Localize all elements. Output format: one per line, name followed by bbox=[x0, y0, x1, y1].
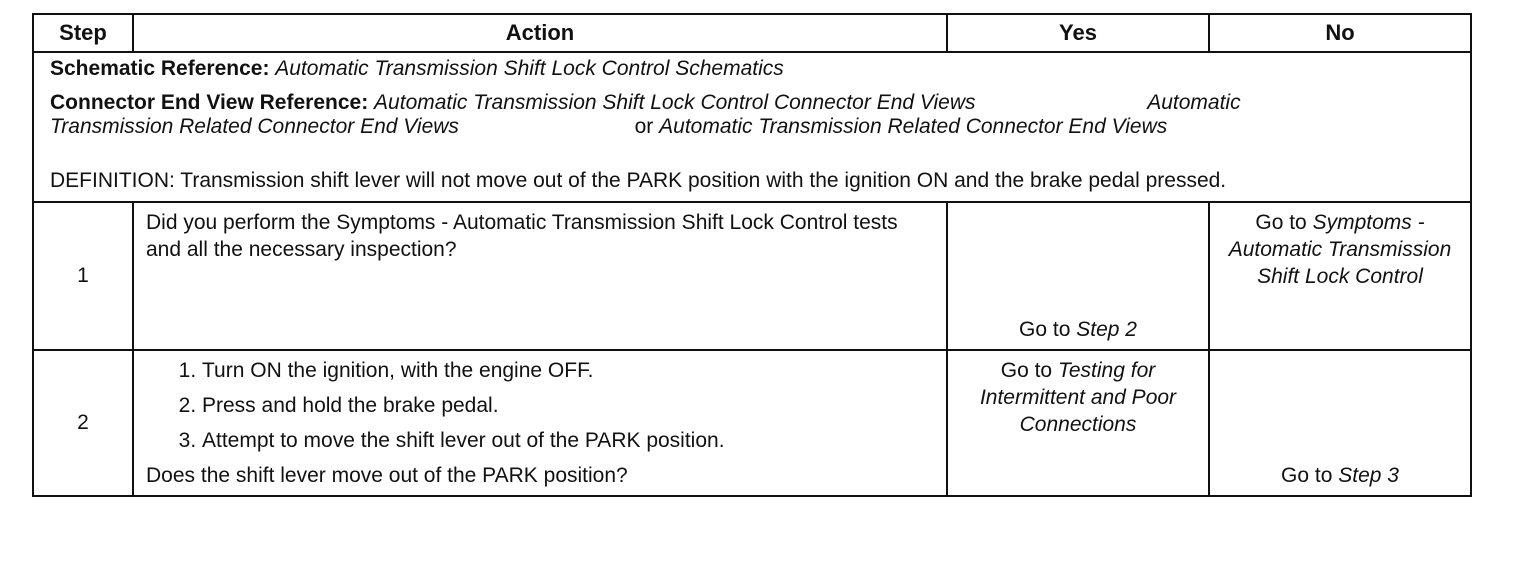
connector-link-2b[interactable]: Transmission Related Connector End Views bbox=[50, 115, 459, 138]
step-items bbox=[146, 357, 934, 454]
step-question: Does the shift lever move out of the PARK position? bbox=[146, 464, 628, 487]
diagnostic-table bbox=[32, 13, 1472, 497]
yes-instruction bbox=[948, 316, 1208, 343]
yes-prefix: Go to bbox=[1000, 359, 1053, 382]
step-item: 3. Attempt to move the shift lever out of the PARK position. bbox=[202, 427, 934, 454]
yes-cell bbox=[947, 350, 1209, 496]
step-item: 2. Press and hold the brake pedal. bbox=[202, 392, 934, 419]
step-row-1 bbox=[33, 202, 1471, 350]
step-number: 1 bbox=[33, 202, 133, 350]
schematic-link[interactable]: Automatic Transmission Shift Lock Control Schematics bbox=[275, 57, 784, 80]
no-instruction bbox=[1210, 462, 1470, 489]
header-no: No bbox=[1209, 14, 1471, 52]
step-action bbox=[133, 202, 947, 350]
yes-cell bbox=[947, 202, 1209, 350]
connector-link-1[interactable]: Automatic Transmission Shift Lock Control Connector End Views bbox=[374, 91, 976, 114]
connector-or: or bbox=[634, 115, 654, 138]
no-link[interactable]: Step 3 bbox=[1338, 464, 1399, 487]
no-cell bbox=[1209, 350, 1471, 496]
reference-cell bbox=[33, 52, 1471, 202]
connector-link-3[interactable]: Automatic Transmission Related Connector End Views bbox=[659, 115, 1168, 138]
step-item: 1. Turn ON the ignition, with the engine OFF. bbox=[202, 357, 934, 384]
no-cell bbox=[1209, 202, 1471, 350]
reference-row bbox=[33, 52, 1471, 202]
yes-link[interactable]: Step 2 bbox=[1076, 318, 1137, 341]
step-number: 2 bbox=[33, 350, 133, 496]
header-yes: Yes bbox=[947, 14, 1209, 52]
no-link[interactable]: Symptoms - Automatic Transmission Shift Lock Control bbox=[1228, 211, 1452, 288]
step-row-2 bbox=[33, 350, 1471, 496]
header-action: Action bbox=[133, 14, 947, 52]
no-prefix: Go to bbox=[1255, 211, 1307, 234]
connector-label: Connector End View Reference: bbox=[50, 91, 369, 114]
connector-link-2a[interactable]: Automatic bbox=[1147, 91, 1241, 114]
yes-prefix: Go to bbox=[1019, 318, 1071, 341]
no-prefix: Go to bbox=[1281, 464, 1333, 487]
connector-reference bbox=[50, 91, 1454, 139]
step-action bbox=[133, 350, 947, 496]
step-question: Did you perform the Symptoms - Automatic Transmission Shift Lock Control tests and all the necessary inspection? bbox=[146, 211, 898, 261]
definition-text: DEFINITION: Transmission shift lever will not move out of the PARK position with the ignition ON and the brake pedal pressed. bbox=[50, 169, 1227, 192]
header-row bbox=[33, 14, 1471, 52]
header-step: Step bbox=[33, 14, 133, 52]
schematic-reference bbox=[50, 57, 1454, 81]
yes-link[interactable]: Testing for Intermittent and Poor Connections bbox=[979, 359, 1177, 436]
schematic-label: Schematic Reference: bbox=[50, 57, 270, 80]
